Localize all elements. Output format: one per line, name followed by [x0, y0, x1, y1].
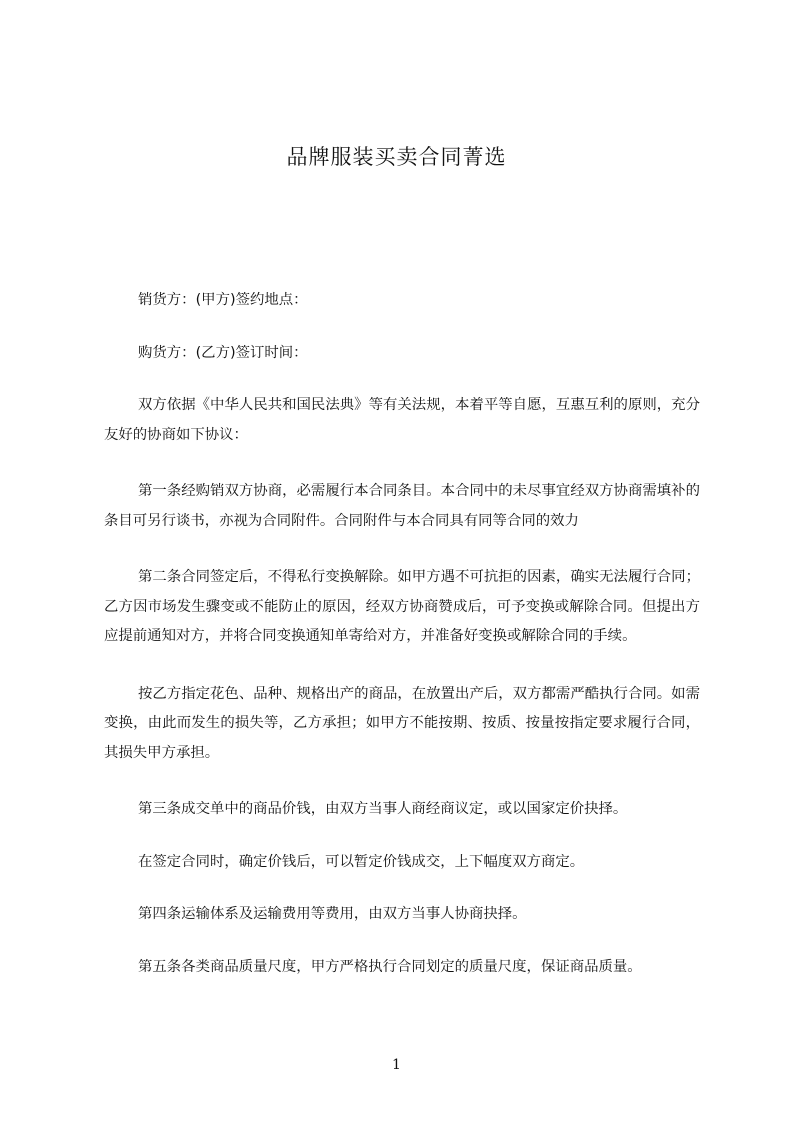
- paragraph-price-range: 在签定合同时，确定价钱后，可以暂定价钱成交，上下幅度双方商定。: [138, 853, 585, 870]
- document-body: [104, 286, 700, 982]
- document-title: 品牌服装买卖合同菁选: [286, 145, 507, 169]
- page-number: 1: [392, 1057, 401, 1073]
- paragraph-preamble: 双方依据《中华人民共和国民法典》等有关法规，本着平等自愿，互惠互利的原则，充分友好的协商如下协议：: [104, 397, 700, 443]
- paragraph-article-1: 第一条经购销双方协商，必需履行本合同条目。本合同中的未尽事宜经双方协商需填补的条目可另行谈书，亦视为合同附件。合同附件与本合同具有同等合同的效力: [104, 483, 700, 529]
- paragraph-article-3: 第三条成交单中的商品价钱，由双方当事人商经商议定，或以国家定价抉择。: [138, 801, 628, 817]
- paragraph-buyer: 购货方：(乙方)签订时间：: [138, 344, 308, 361]
- paragraph-custom-goods: 按乙方指定花色、品种、规格出产的商品，在放置出产后，双方都需严酷执行合同。如需变换，由此而发生的损失等，乙方承担；如甲方不能按期、按质、按量按指定要求履行合同，其损失甲方承担。: [104, 685, 700, 761]
- paragraph-article-5: 第五条各类商品质量尺度，甲方严格执行合同划定的质量尺度，保证商品质量。: [138, 958, 642, 975]
- paragraph-seller: 销货方：(甲方)签约地点：: [138, 292, 308, 308]
- paragraph-article-4: 第四条运输体系及运输费用等费用，由双方当事人协商抉择。: [138, 906, 527, 922]
- paragraph-article-2: 第二条合同签定后，不得私行变换解除。如甲方遇不可抗拒的因素，确实无法履行合同；乙方因市场发生骤变或不能防止的原因，经双方协商赞成后，可予变换或解除合同。但提出方应提前通知对方，并将合同变换通知单寄给对方，并准备好变换或解除合同的手续。: [104, 569, 700, 644]
